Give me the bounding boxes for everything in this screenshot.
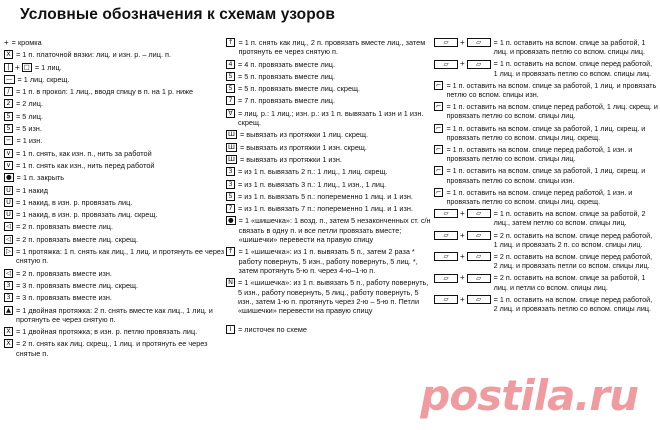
legend-entry — [226, 84, 432, 93]
legend-symbol-icon: ◁ — [6, 222, 11, 231]
legend-symbol-group — [4, 99, 13, 108]
legend-symbol-icon: ▱ — [467, 231, 491, 240]
legend-symbol-group — [226, 192, 235, 201]
legend-entry — [434, 231, 658, 249]
legend-description: = 1 п. снять как изн., нить перед работой — [16, 160, 155, 170]
legend-entry — [226, 143, 432, 152]
watermark: postila.ru — [420, 371, 638, 420]
legend-symbol-icon: ▱ — [467, 209, 491, 218]
legend-symbol-icon: ▱ — [467, 295, 491, 304]
legend-description: = 1 п. оставить на вспом. спице за работой, 1 лиц. скрещ. и провязать петлю со вспом. спицы лиц. скрещ. — [446, 123, 646, 142]
legend-symbol-group — [434, 252, 491, 261]
legend-symbol-group — [4, 293, 13, 302]
legend-symbol-icon: 5 — [4, 124, 13, 133]
legend-description: = 1 «шишечка»: из 1 п. вывязать 5 п., работу повернуть, 5 изн., работу повернуть, 5 лиц., работу повернуть, 5 изн., затем 1-ю п. протянуть через 2-ю – 5-ю п. Петли «шишечки» перевести на правую спицу — [238, 278, 429, 316]
legend-entry — [434, 145, 658, 163]
legend-symbol-group — [226, 143, 237, 152]
legend-symbol-icon: 3 — [226, 167, 235, 176]
legend-description: = 1 п. оставить на вспом. спице за работой, 2 лиц., затем петлю со вспом. спицы лиц. — [493, 209, 646, 228]
legend-symbol-group — [4, 50, 13, 59]
legend-symbol-icon: ▱ — [467, 38, 491, 47]
legend-symbol-icon: ⌐ — [436, 123, 442, 132]
legend-entry — [434, 188, 658, 206]
legend-entry — [4, 124, 226, 133]
legend-description: = 2 п. провязать вместе лиц. — [16, 222, 114, 232]
legend-symbol-icon: U — [4, 198, 13, 207]
legend-symbol-group — [4, 247, 13, 256]
legend-symbol-icon: 7 — [226, 204, 235, 213]
legend-description: = 1 п. оставить на вспом. спице за работой, 1 лиц. и провязать петлю со вспом. спицы изн. — [446, 80, 657, 100]
legend-symbol-icon: ⌐ — [436, 102, 442, 111]
legend-symbol-group — [4, 112, 13, 121]
legend-description: = из 1 п. вывязать 7 п.: попеременно 1 лиц. и 1 изн. — [238, 204, 413, 214]
legend-symbol-icon: 5 — [226, 72, 235, 81]
legend-symbol-group — [4, 75, 15, 84]
legend-entry — [434, 102, 658, 120]
legend-description: = 5 п. провязать вместе лиц. скрещ. — [238, 84, 361, 94]
legend-entry — [226, 130, 432, 139]
legend-symbol-group — [4, 38, 9, 47]
legend-symbol-group — [434, 59, 491, 68]
legend-description: = вывязать из протяжки 1 лиц. скрещ. — [239, 130, 368, 140]
legend-description: = 2 п. оставить на вспом. спице перед работой, 1 лиц. и провязать 2 п. со вспом. спицы лиц. — [493, 230, 653, 249]
plus-sign: + — [460, 38, 465, 47]
legend-entry — [434, 38, 658, 56]
legend-description: = 7 п. провязать вместе лиц. — [238, 96, 336, 106]
legend-symbol-icon: Ⅹ — [4, 327, 13, 336]
legend-symbol-group — [4, 173, 14, 182]
legend-symbol-group — [226, 325, 235, 334]
legend-symbol-group — [226, 72, 235, 81]
legend-symbol-group — [4, 235, 13, 244]
plus-sign: + — [460, 252, 465, 262]
plus-sign: + — [460, 230, 465, 240]
legend-description: = 1 двойная протяжка; в изн. р. петлю провязать лиц. — [16, 327, 198, 337]
legend-entry — [226, 96, 432, 105]
legend-symbol-group — [434, 166, 443, 175]
page-title: Условные обозначения к схемам узоров — [20, 6, 335, 23]
legend-symbol-group — [226, 155, 237, 164]
legend-entry — [4, 198, 226, 207]
legend-entry — [226, 109, 432, 128]
legend-entry — [226, 155, 432, 164]
legend-description: = 5 изн. — [16, 124, 42, 134]
legend-description: = 1 п. оставить на вспом. спице перед работой, 1 лиц. скрещ. и провязать петлю со вспом. спицы лиц. — [446, 102, 658, 121]
legend-entry — [4, 327, 226, 336]
legend-description: = 4 п. провязать вместе лиц. — [238, 59, 336, 69]
legend-symbol-icon: ⌐ — [436, 166, 442, 175]
legend-entry — [4, 50, 226, 59]
legend-symbol-icon: I — [226, 325, 235, 334]
legend-symbol-group — [226, 60, 235, 69]
legend-entry — [4, 75, 226, 84]
legend-description: = из 1 п. вывязать 2 п.: 1 лиц., 1 лиц. скрещ. — [238, 167, 388, 177]
legend-symbol-group — [434, 231, 491, 240]
legend-symbol-group — [4, 87, 13, 96]
legend-description: = 1 накид, в изн. р. провязать лиц. — [16, 197, 133, 207]
legend-description: = 5 п. провязать вместе лиц. — [238, 71, 336, 81]
legend-symbol-icon: ● — [6, 173, 12, 182]
legend-entry — [226, 180, 432, 189]
legend-symbol-group — [4, 124, 13, 133]
legend-symbol-group — [4, 306, 13, 315]
legend-symbol-icon: ▱ — [434, 38, 458, 47]
legend-symbol-group — [226, 84, 235, 93]
legend-symbol-group — [4, 339, 13, 348]
legend-entry — [4, 247, 226, 266]
legend-entry — [434, 252, 658, 270]
legend-description: = кромка — [11, 38, 42, 47]
plus-sign: + — [4, 38, 9, 47]
legend-entry — [4, 210, 226, 219]
legend-entry — [4, 99, 226, 108]
legend-symbol-icon: N — [226, 278, 235, 287]
legend-description: = из 1 п. вывязать 5 п.: попеременно 1 лиц. и 1 изн. — [238, 191, 413, 201]
legend-description: = 1 п. оставить на вспом. спице перед работой, 1 лиц. и провязать петлю со вспом. спицы лиц. — [493, 59, 653, 78]
legend-symbol-group — [434, 124, 443, 133]
legend-entry — [4, 87, 226, 96]
legend-entry — [226, 60, 432, 69]
legend-symbol-icon: ▷ — [6, 247, 11, 256]
legend-symbol-icon: ◁ — [6, 268, 11, 277]
legend-description: = 2 п. провязать вместе изн. — [16, 268, 112, 278]
legend-symbol-icon: ● — [228, 216, 234, 225]
legend-symbol-icon: U — [4, 210, 13, 219]
plus-sign: + — [460, 294, 465, 304]
legend-entry — [226, 72, 432, 81]
legend-description: = 1 п. в прокол: 1 лиц., вводя спицу в п. на 1 р. ниже — [16, 87, 194, 97]
legend-column-1 — [4, 38, 226, 361]
legend-entry — [226, 325, 432, 334]
legend-symbol-icon: 7 — [226, 96, 235, 105]
legend-symbol-group — [4, 149, 13, 158]
legend-symbol-icon: 3 — [226, 180, 235, 189]
legend-symbol-icon: ∨ — [4, 149, 13, 158]
legend-entry — [434, 59, 658, 77]
legend-description: = 1 п. оставить на вспом. спице перед работой, 1 изн. и провязать петлю со вспом. спицы лиц. скрещ. — [446, 187, 633, 207]
legend-description: = 1 «шишечка»: 1 возд. п., затем 5 незаконченных ст. с/н связать в одну п. и все петли провязать вместе; «шишечки» перевести на правую спицу — [238, 216, 431, 245]
legend-symbol-group — [226, 167, 235, 176]
legend-entry — [226, 192, 432, 201]
legend-symbol-icon: ▱ — [467, 274, 491, 283]
legend-description: = 1 лиц. скрещ. — [17, 74, 70, 84]
plus-sign: + — [15, 62, 20, 72]
legend-entry — [4, 173, 226, 182]
legend-symbol-group — [4, 136, 13, 145]
legend-symbol-icon: X — [4, 50, 13, 59]
legend-description: = 1 п. оставить на вспом. спице за работой, 1 лиц. скрещ. и провязать петлю со вспом. спицы изн. — [446, 166, 646, 185]
legend-symbol-group — [434, 295, 491, 304]
legend-description: = 2 лиц. — [16, 99, 43, 109]
legend-symbol-group — [226, 130, 237, 139]
legend-symbol-icon: □ — [23, 62, 30, 71]
legend-entry — [4, 38, 226, 47]
legend-symbol-icon: 2 — [4, 99, 13, 108]
legend-symbol-icon: Ш — [228, 130, 235, 139]
legend-description: = 2 п. провязать вместе лиц. скрещ. — [16, 234, 139, 244]
legend-entry — [226, 38, 432, 57]
legend-symbol-icon: ▱ — [434, 295, 458, 304]
legend-symbol-group — [434, 188, 443, 197]
legend-entry — [4, 293, 226, 302]
legend-symbol-icon: ⌐ — [436, 187, 442, 196]
legend-symbol-icon: ▱ — [467, 252, 491, 261]
legend-entry — [434, 295, 658, 313]
legend-symbol-icon: ⌐ — [436, 80, 442, 89]
legend-entry — [4, 235, 226, 244]
legend-description: = вывязать из протяжки 1 изн. — [239, 154, 342, 164]
legend-description: = 2 п. оставить на вспом. спице за работой, 1 лиц. и петли со вспом. спицы лиц. — [493, 273, 646, 292]
legend-symbol-group — [434, 145, 443, 154]
legend-description: = 1 «шишечка»: из 1 п. вывязать 5 п., затем 2 раза * работу повернуть, 5 изн., работу повернуть, 5 лиц. *, затем протянуть 5-ю п. через 4-ю–1-ю п. — [238, 247, 418, 275]
legend-description: = 1 лиц. — [34, 62, 62, 72]
legend-symbol-icon: ▱ — [434, 231, 458, 240]
legend-symbol-group — [4, 222, 13, 231]
legend-symbol-icon: ↑ — [228, 38, 234, 46]
legend-symbol-icon: Ш — [228, 142, 235, 151]
legend-description: = 1 п. оставить на вспом. спице перед работой, 2 лиц. и провязать петлю со вспом. спицы лиц. — [493, 294, 653, 314]
legend-symbol-icon: — — [6, 74, 13, 83]
legend-symbol-icon: ∕ — [4, 87, 13, 96]
legend-symbol-group — [4, 198, 13, 207]
legend-symbol-icon: U — [4, 186, 13, 195]
legend-description: = 2 п. снять как лиц. скрещ., 1 лиц. и протянуть ее через снятые п. — [16, 339, 208, 358]
legend-symbol-group — [4, 269, 13, 278]
legend-symbol-group — [226, 216, 236, 225]
legend-description: = 1 п. оставить на вспом. спице за работой, 1 лиц. и провязать петлю со вспом. спицы лиц. — [493, 38, 646, 57]
legend-symbol-group — [434, 38, 491, 47]
legend-entry — [226, 204, 432, 213]
legend-column-2 — [226, 38, 432, 338]
legend-entry — [4, 112, 226, 121]
legend-entry — [434, 166, 658, 184]
legend-symbol-icon: ▱ — [434, 60, 458, 69]
legend-entry — [4, 269, 226, 278]
legend-entry — [434, 273, 658, 291]
legend-description: = вывязать из протяжки 1 изн. скрещ. — [239, 142, 367, 152]
legend-symbol-icon: ∨ — [4, 161, 13, 170]
legend-description: = 1 п. снять как лиц., 2 п. провязать вместе лиц., затем протянуть ее через снятую п. — [238, 38, 426, 57]
legend-entry — [4, 63, 226, 72]
legend-symbol-group — [4, 210, 13, 219]
legend-description: = 5 лиц. — [16, 111, 43, 121]
legend-entry — [4, 222, 226, 231]
legend-description: = 3 п. провязать вместе лиц. скрещ. — [16, 280, 139, 290]
legend-symbol-icon: Ⅹ — [4, 339, 13, 348]
legend-symbol-icon: ▱ — [467, 60, 491, 69]
legend-symbol-icon: ⌐ — [436, 145, 442, 154]
legend-entry — [4, 281, 226, 290]
legend-symbol-icon: 3 — [4, 281, 13, 290]
legend-description: = 1 протяжка: 1 п. снять как лиц., 1 лиц. и протянуть ее через снятую п. — [16, 247, 225, 266]
legend-symbol-icon: 5 — [226, 84, 235, 93]
legend-entry — [4, 186, 226, 195]
plus-sign: + — [460, 209, 465, 219]
legend-entry — [4, 306, 226, 325]
legend-symbol-group — [434, 81, 443, 90]
legend-symbol-icon: 4 — [226, 60, 235, 69]
legend-description: = 1 п. закрыть — [16, 173, 65, 183]
legend-symbol-icon: ∀ — [226, 109, 235, 118]
legend-description: = 1 изн. — [16, 136, 43, 146]
legend-symbol-group — [434, 209, 491, 218]
legend-description: = 1 п. оставить на вспом. спице перед работой, 1 изн. и провязать петлю со вспом. спицы лиц. — [446, 145, 633, 164]
legend-symbol-group — [226, 180, 235, 189]
legend-symbol-icon: Ш — [228, 154, 235, 163]
legend-symbol-icon: ◁ — [6, 234, 11, 243]
legend-entry — [226, 247, 432, 275]
legend-symbol-group — [226, 109, 235, 118]
legend-description: = лиц. р.: 1 лиц.; изн. р.: из 1 п. вывязать 1 изн и 1 изн. скрещ. — [238, 108, 424, 128]
legend-entry — [4, 339, 226, 358]
legend-description: = 2 п. оставить на вспом. спице перед работой, 2 лиц. и провязать петли со вспом. спицы лиц. — [493, 252, 653, 271]
legend-description: = 1 накид — [16, 185, 48, 195]
legend-symbol-icon: ▱ — [434, 252, 458, 261]
legend-entry — [434, 209, 658, 227]
legend-description: = листочек по схеме — [238, 325, 307, 335]
legend-column-3 — [434, 38, 658, 316]
legend-symbol-icon: − — [6, 136, 12, 145]
legend-description: = 1 п. платочной вязки: лиц. и изн. р. – лиц. п. — [16, 50, 171, 60]
legend-entry — [226, 216, 432, 244]
legend-entry — [434, 124, 658, 142]
legend-symbol-icon: ↑ — [228, 247, 234, 256]
legend-symbol-group — [4, 63, 32, 72]
legend-symbol-icon: ▱ — [434, 209, 458, 218]
plus-sign: + — [460, 273, 465, 283]
legend-symbol-group — [4, 327, 13, 336]
legend-symbol-icon: ▱ — [434, 274, 458, 283]
legend-description: = 1 двойная протяжка: 2 п. снять вместе как лиц., 1 лиц. и протянуть ее через снятую п. — [16, 305, 213, 324]
legend-symbol-group — [226, 96, 235, 105]
legend-symbol-icon: 5 — [4, 112, 13, 121]
legend-symbol-group — [226, 204, 235, 213]
legend-description: = 1 накид, в изн. р. провязать лиц. скрещ. — [16, 210, 158, 220]
legend-symbol-icon: ▲ — [6, 305, 11, 314]
legend-entry — [4, 136, 226, 145]
legend-entry — [434, 81, 658, 99]
legend-description: = 1 п. снять, как изн. п., нить за работой — [16, 148, 152, 158]
legend-entry — [4, 149, 226, 158]
legend-entry — [4, 161, 226, 170]
legend-entry — [226, 167, 432, 176]
legend-symbol-group — [4, 161, 13, 170]
legend-symbol-group — [226, 278, 235, 287]
legend-symbol-group — [434, 102, 443, 111]
plus-sign: + — [460, 59, 465, 69]
legend-symbol-group — [4, 281, 13, 290]
legend-symbol-group — [226, 247, 235, 256]
legend-entry — [226, 278, 432, 315]
legend-symbol-icon: 3 — [4, 293, 13, 302]
legend-symbol-icon: 5 — [226, 192, 235, 201]
legend-symbol-icon: | — [4, 63, 13, 72]
legend-symbol-group — [226, 38, 235, 47]
legend-description: = 3 п. провязать вместе изн. — [16, 293, 112, 303]
legend-symbol-group — [4, 186, 13, 195]
legend-symbol-group — [434, 273, 491, 282]
legend-description: = из 1 п. вывязать 3 п.: 1 лиц., 1 изн., 1 лиц. — [238, 179, 387, 189]
